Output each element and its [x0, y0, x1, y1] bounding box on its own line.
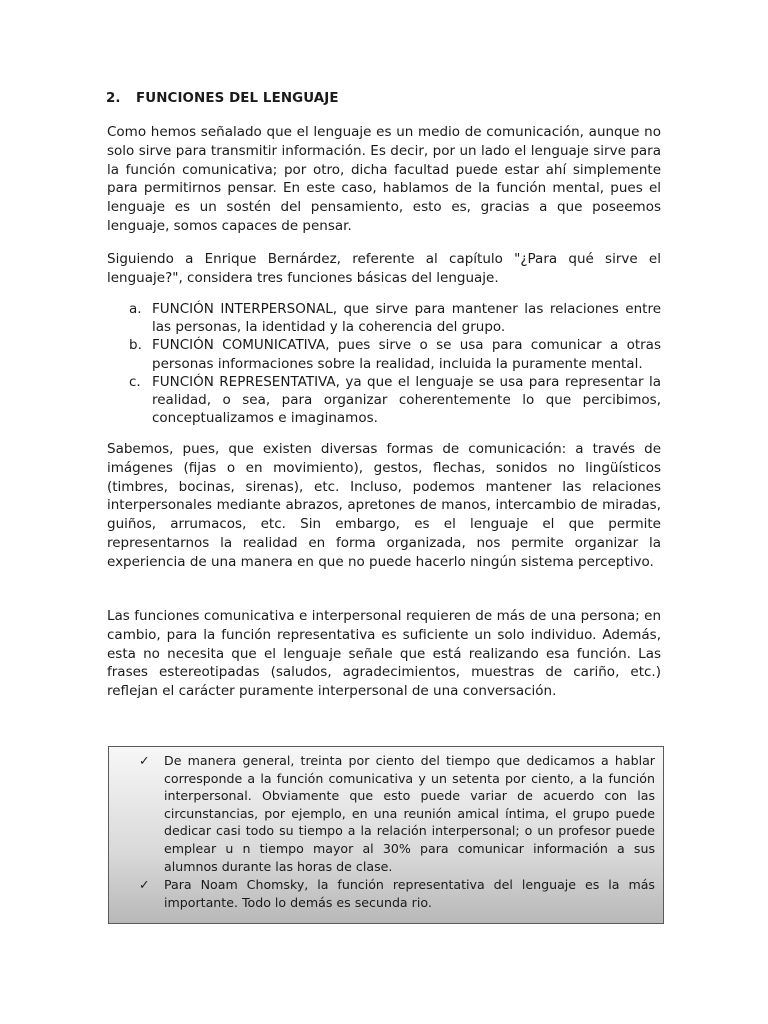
section-title: FUNCIONES DEL LENGUAJE [136, 91, 339, 106]
paragraph-bernardez: Siguiendo a Enrique Bernárdez, referente al capítulo "¿Para qué sirve el lenguaje?", considera tres funciones básicas del lenguaje. [107, 251, 661, 286]
paragraph-functions-comparison: Las funciones comunicativa e interpersonal requieren de más de una persona; en cambio, para la función representativa es suficiente un solo individuo. Además, esta no necesita que el lenguaje señale que está realizando esa función. Las frases estereotipadas (saludos, agradecimientos, muestras de cariño, etc.) reflejan el carácter puramente interpersonal de una conversación. [107, 608, 661, 700]
checkmark-icon: ✓ [139, 877, 150, 893]
list-item [107, 300, 661, 336]
section-number: 2. [106, 91, 121, 106]
list-item-text: FUNCIÓN REPRESENTATIVA, ya que el lenguaje se usa para representar la realidad, o sea, para organizar coherentemente lo que percibimos, conceptualizamos e imaginamos. [152, 373, 661, 427]
list-item-text: FUNCIÓN INTERPERSONAL, que sirve para mantener las relaciones entre las personas, la identidad y la coherencia del grupo. [152, 301, 661, 336]
note-item [139, 876, 655, 911]
section-heading [106, 91, 339, 106]
list-item [107, 373, 661, 428]
list-item [107, 336, 661, 372]
functions-list [107, 300, 661, 427]
list-marker: b. [129, 337, 142, 354]
list-marker: a. [129, 301, 142, 317]
note-list [139, 752, 655, 911]
list-item-text: FUNCIÓN COMUNICATIVA, pues sirve o se usa para comunicar a otras personas informaciones sobre la realidad, incluida la puramente mental. [152, 337, 661, 372]
note-item-text: Para Noam Chomsky, la función representativa del lenguaje es la más importante. Todo lo demás es secunda rio. [164, 877, 655, 910]
paragraph-communication-forms: Sabemos, pues, que existen diversas formas de comunicación: a través de imágenes (fijas o en movimiento), gestos, flechas, sonidos no lingüísticos (timbres, bocinas, sirenas), etc. Incluso, podemos mantener las relaciones interpersonales mediante abrazos, apretones de manos, intercambio de miradas, guiños, arrumacos, etc. Sin embargo, es el lenguaje el que permite representarnos la realidad en forma organizada, nos permite organizar la experiencia de una manera en que no puede hacerlo ningún sistema perceptivo. [107, 441, 661, 570]
checkmark-icon: ✓ [139, 753, 150, 768]
note-item-text: De manera general, treinta por ciento del tiempo que dedicamos a hablar corresponde a la función comunicativa y un setenta por ciento, a la función interpersonal. Obviamente que esto puede variar de acuerdo con las circunstancias, por ejemplo, en una reunión amical íntima, el grupo puede dedicar casi todo su tiempo a la relación interpersonal; o un profesor puede emplear u n tiempo mayor al 30% para comunicar información a sus alumnos durante las horas de clase. [164, 753, 655, 874]
note-box [108, 746, 664, 924]
note-item [139, 752, 655, 875]
paragraph-intro: Como hemos señalado que el lenguaje es un medio de comunicación, aunque no solo sirve para transmitir información. Es decir, por un lado el lenguaje sirve para la función comunicativa; por otro, dicha facultad puede estar ahí simplemente para permitirnos pensar. En este caso, hablamos de la función mental, pues el lenguaje es un sostén del pensamiento, esto es, gracias a que poseemos lenguaje, somos capaces de pensar. [107, 124, 661, 234]
list-marker: c. [129, 373, 141, 390]
